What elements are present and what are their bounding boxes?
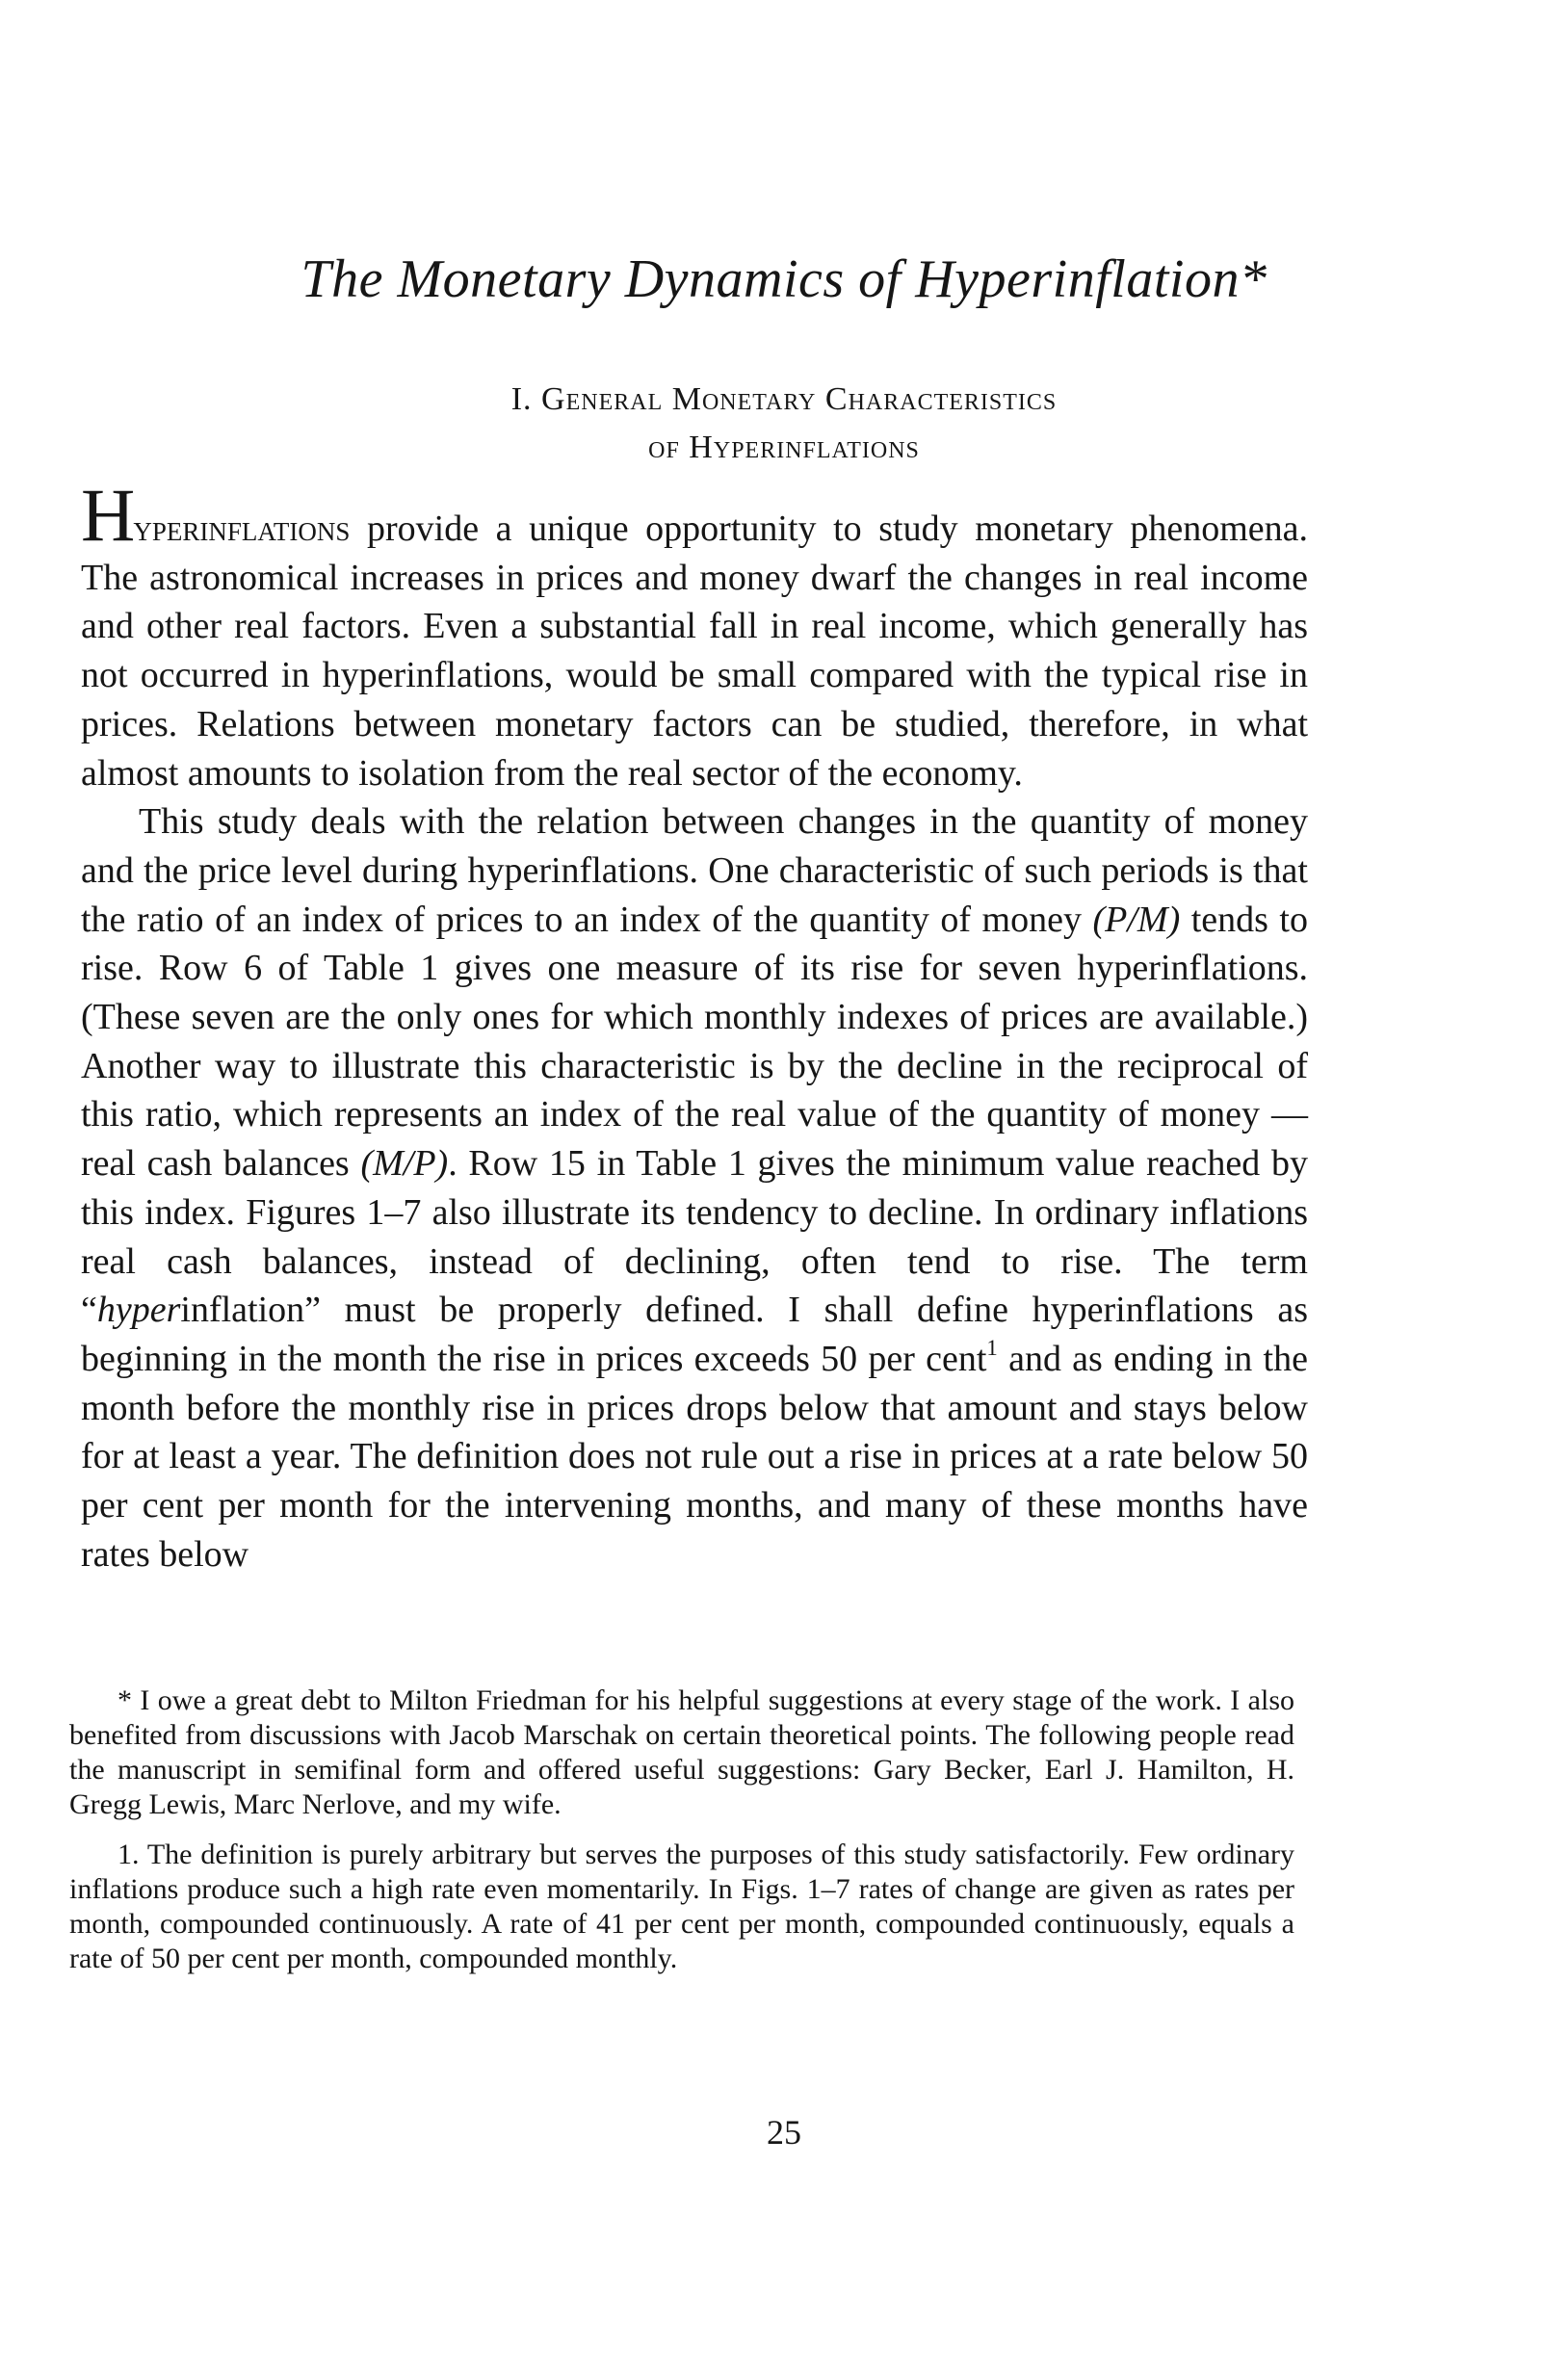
footnote-star: * I owe a great debt to Milton Friedman for his helpful suggestions at every stage of the work. I also benefited from discussions with Jacob Marschak on certain theoretical points. The following people read the manuscript in semifinal form and offered useful suggestions: Gary Becker, Earl J. Hamilton, H. Gregg Lewis, Marc Nerlove, and my wife. (69, 1684, 1294, 1820)
footnotes (69, 1683, 1294, 1988)
paragraph-2 (81, 797, 1308, 1578)
drop-cap: H (81, 473, 136, 557)
ratio-m-over-p: (M/P) (360, 1143, 449, 1185)
paragraph-2-part-3: . Row 15 in Table 1 gives the minimum value reached by this index. Figures 1–7 also illustrate its tendency to decline. In ordinary inflations real cash balances, instead of declining, often tend to rise. The term “ (81, 1143, 1308, 1331)
paragraph-1-text: provide a unique opportunity to study monetary phenomena. The astronomical increases in prices and money dwarf the changes in real income and other real factors. Even a substantial fall in real income, which generally has not occurred in hyperinflations, would be small compared with the typical rise in prices. Relations between monetary factors can be studied, therefore, in what almost amounts to isolation from the real sector of the economy. (81, 509, 1308, 794)
paragraph-2-part-5: and as ending in the month before the monthly rise in prices drops below that amount and stays below for at least a year. The definition does not rule out a rise in prices at a rate below 50 per cent per month for the intervening months, and many of these months have rates below (81, 1338, 1308, 1575)
footnote-1: 1. The definition is purely arbitrary but serves the purposes of this study satisfactorily. Few ordinary inflations produce such a high rate even momentarily. In Figs. 1–7 rates of change are given as rates per month, compounded continuously. A rate of 41 per cent per month, compounded continuously, equals a rate of 50 per cent per month, compounded monthly. (69, 1839, 1294, 1974)
paragraph-1 (81, 473, 1308, 797)
hyper-italic: hyper (96, 1290, 181, 1331)
section-heading-line-2: of Hyperinflations (648, 430, 920, 465)
section-heading-line-1: I. General Monetary Characteristics (510, 381, 1058, 417)
page-number: 25 (767, 2113, 801, 2152)
paragraph-2-part-2: tends to rise. Row 6 of Table 1 gives one measure of its rise for seven hyperinflations. (These seven are the only ones for which monthly indexes of prices are available.) Another way to illustrate this characteristic is by the decline in the reciprocal of this ratio, which represents an index of the real value of the quantity of money —real cash balances (81, 899, 1308, 1185)
paragraph-2-part-4: inflation” must be properly defined. I shall define hyperinflations as beginning in the month the rise in prices exceeds 50 per cent (81, 1290, 1308, 1379)
ratio-p-over-m: (P/M) (1092, 899, 1181, 940)
article-title: The Monetary Dynamics of Hyperinflation* (301, 249, 1267, 309)
paragraph-2-part-1: This study deals with the relation between changes in the quantity of money and the price level during hyperinflations. One characteristic of such periods is that the ratio of an index of prices to an index of the quantity of money (81, 801, 1308, 940)
footnote-ref-1[interactable]: 1 (986, 1336, 998, 1360)
body-text (81, 473, 1308, 1578)
lead-in-smallcaps: yperinflations (133, 509, 351, 549)
section-heading (0, 376, 1568, 472)
